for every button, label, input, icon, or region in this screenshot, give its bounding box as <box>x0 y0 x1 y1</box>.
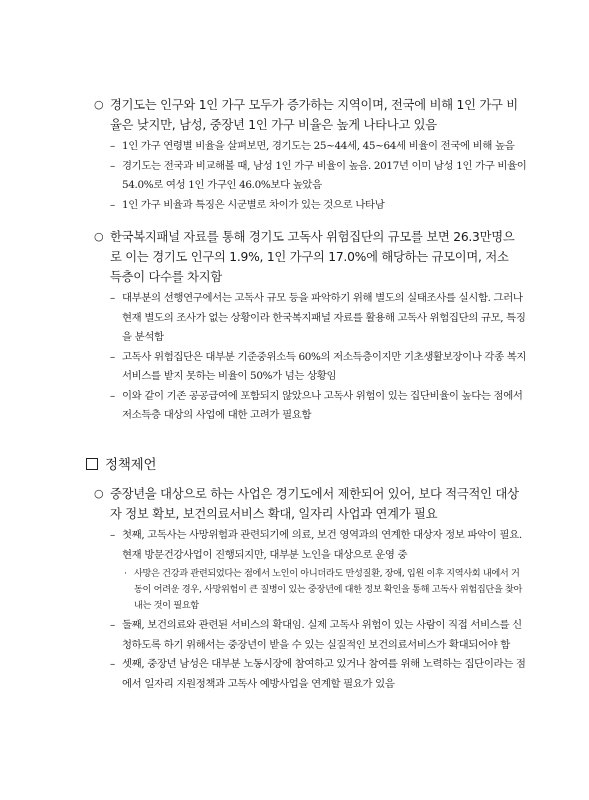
circle-bullet-icon: ○ <box>94 487 104 500</box>
dash-item-text: 첫째, 고독사는 사망위험과 관련되기에 의료, 보건 영역과의 연계한 대상자 정보 파악이 필요. 현재 방문건강사업이 진행되지만, 대부분 노인을 대상으로 운영 중 <box>122 529 522 561</box>
dash-marker: – <box>110 292 115 304</box>
dash-marker: – <box>110 140 115 152</box>
summary-item-1 <box>0 95 589 215</box>
dash-item <box>0 526 589 565</box>
dash-item <box>0 137 589 157</box>
dash-item <box>0 616 589 655</box>
section-heading <box>86 455 156 475</box>
dot-item-text: 사망은 건강과 관련되었다는 점에서 노인이 아니더라도 만성질환, 장애, 입원 이후 지역사회 내에서 거동이 어려운 경우, 사망위험이 큰 질병이 있는 중장년에 대한 정보 확인을 통해 고독사 위험집단을 찾아내는 것이 필요함 <box>134 568 523 611</box>
square-bullet-icon <box>86 458 98 470</box>
dash-item-text: 둘째, 보건의료와 관련된 서비스의 확대임. 실제 고독사 위험이 있는 사람이 직접 서비스를 신청하도록 하기 위해서는 중장년이 받을 수 있는 실질적인 보건의료서비스가 확대되어야 함 <box>122 619 522 651</box>
circle-bullet-paragraph <box>0 484 589 524</box>
dash-item <box>0 655 589 694</box>
dash-item-text: 셋째, 중장년 남성은 대부분 노동시장에 참여하고 있거나 참여를 위해 노력하는 집단이라는 점에서 일자리 지원정책과 고독사 예방사업을 연계할 필요가 있음 <box>122 658 526 690</box>
dash-item-text: 대부분의 선행연구에서는 고독사 규모 등을 파악하기 위해 별도의 실태조사를 실시함. 그러나 현재 별도의 조사가 없는 상황이라 한국복지패널 자료를 활용해 고독사 위험집단의 규모, 특징을 분석함 <box>122 292 526 343</box>
dash-item <box>0 289 589 348</box>
paragraph-text: 한국복지패널 자료를 통해 경기도 고독사 위험집단의 규모를 보면 26.3만명으로 이는 경기도 인구의 1.9%, 1인 가구의 17.0%에 해당하는 규모이며, 저소득층이 다수를 차지함 <box>110 230 515 284</box>
dash-item-text: 이와 같이 기존 공공급여에 포함되지 않았으나 고독사 위험이 있는 집단비율이 높다는 점에서 저소득층 대상의 사업에 대한 고려가 필요함 <box>122 389 523 421</box>
paragraph-text: 경기도는 인구와 1인 가구 모두가 증가하는 지역이며, 전국에 비해 1인 가구 비율은 낮지만, 남성, 중장년 1인 가구 비율은 높게 나타나고 있음 <box>110 98 518 132</box>
dash-marker: – <box>110 198 115 211</box>
dash-marker: – <box>110 350 115 363</box>
paragraph-text: 중장년을 대상으로 하는 사업은 경기도에서 제한되어 있어, 보다 적극적인 대상자 정보 확보, 보건의료서비스 확대, 일자리 사업과 연계가 필요 <box>110 487 519 521</box>
dash-marker: – <box>110 658 115 670</box>
circle-bullet-paragraph <box>0 227 589 287</box>
dash-item <box>0 348 589 387</box>
dash-item-text: 경기도는 전국과 비교해볼 때, 남성 1인 가구 비율이 높음. 2017년 이미 남성 1인 가구 비율이 54.0%로 여성 1인 가구인 46.0%보다 높았음 <box>122 159 527 191</box>
dash-item <box>0 387 589 426</box>
dash-marker: – <box>110 389 115 402</box>
dash-item <box>0 196 589 216</box>
dot-item <box>0 566 589 614</box>
summary-item-2 <box>0 227 589 426</box>
circle-bullet-paragraph <box>0 95 589 135</box>
circle-bullet-icon: ○ <box>94 98 104 111</box>
dash-marker: – <box>110 529 115 541</box>
dash-marker: – <box>110 159 115 172</box>
dash-item <box>0 157 589 196</box>
dash-item-text: 고독사 위험집단은 대부분 기준중위소득 60%의 저소득층이지만 기초생활보장이나 각종 복지서비스를 받지 못하는 비율이 50%가 넘는 상황임 <box>122 350 527 382</box>
dash-item-text: 1인 가구 연령별 비율을 살펴보면, 경기도는 25~44세, 45~64세 비율이 전국에 비해 높음 <box>122 140 515 152</box>
dash-item-text: 1인 가구 비율과 특징은 시군별로 차이가 있는 것으로 나타남 <box>122 198 385 211</box>
circle-bullet-icon: ○ <box>94 230 104 243</box>
dot-marker: · <box>124 568 127 579</box>
policy-item <box>0 484 589 694</box>
dash-marker: – <box>110 619 115 631</box>
heading-text: 정책제언 <box>105 457 157 473</box>
